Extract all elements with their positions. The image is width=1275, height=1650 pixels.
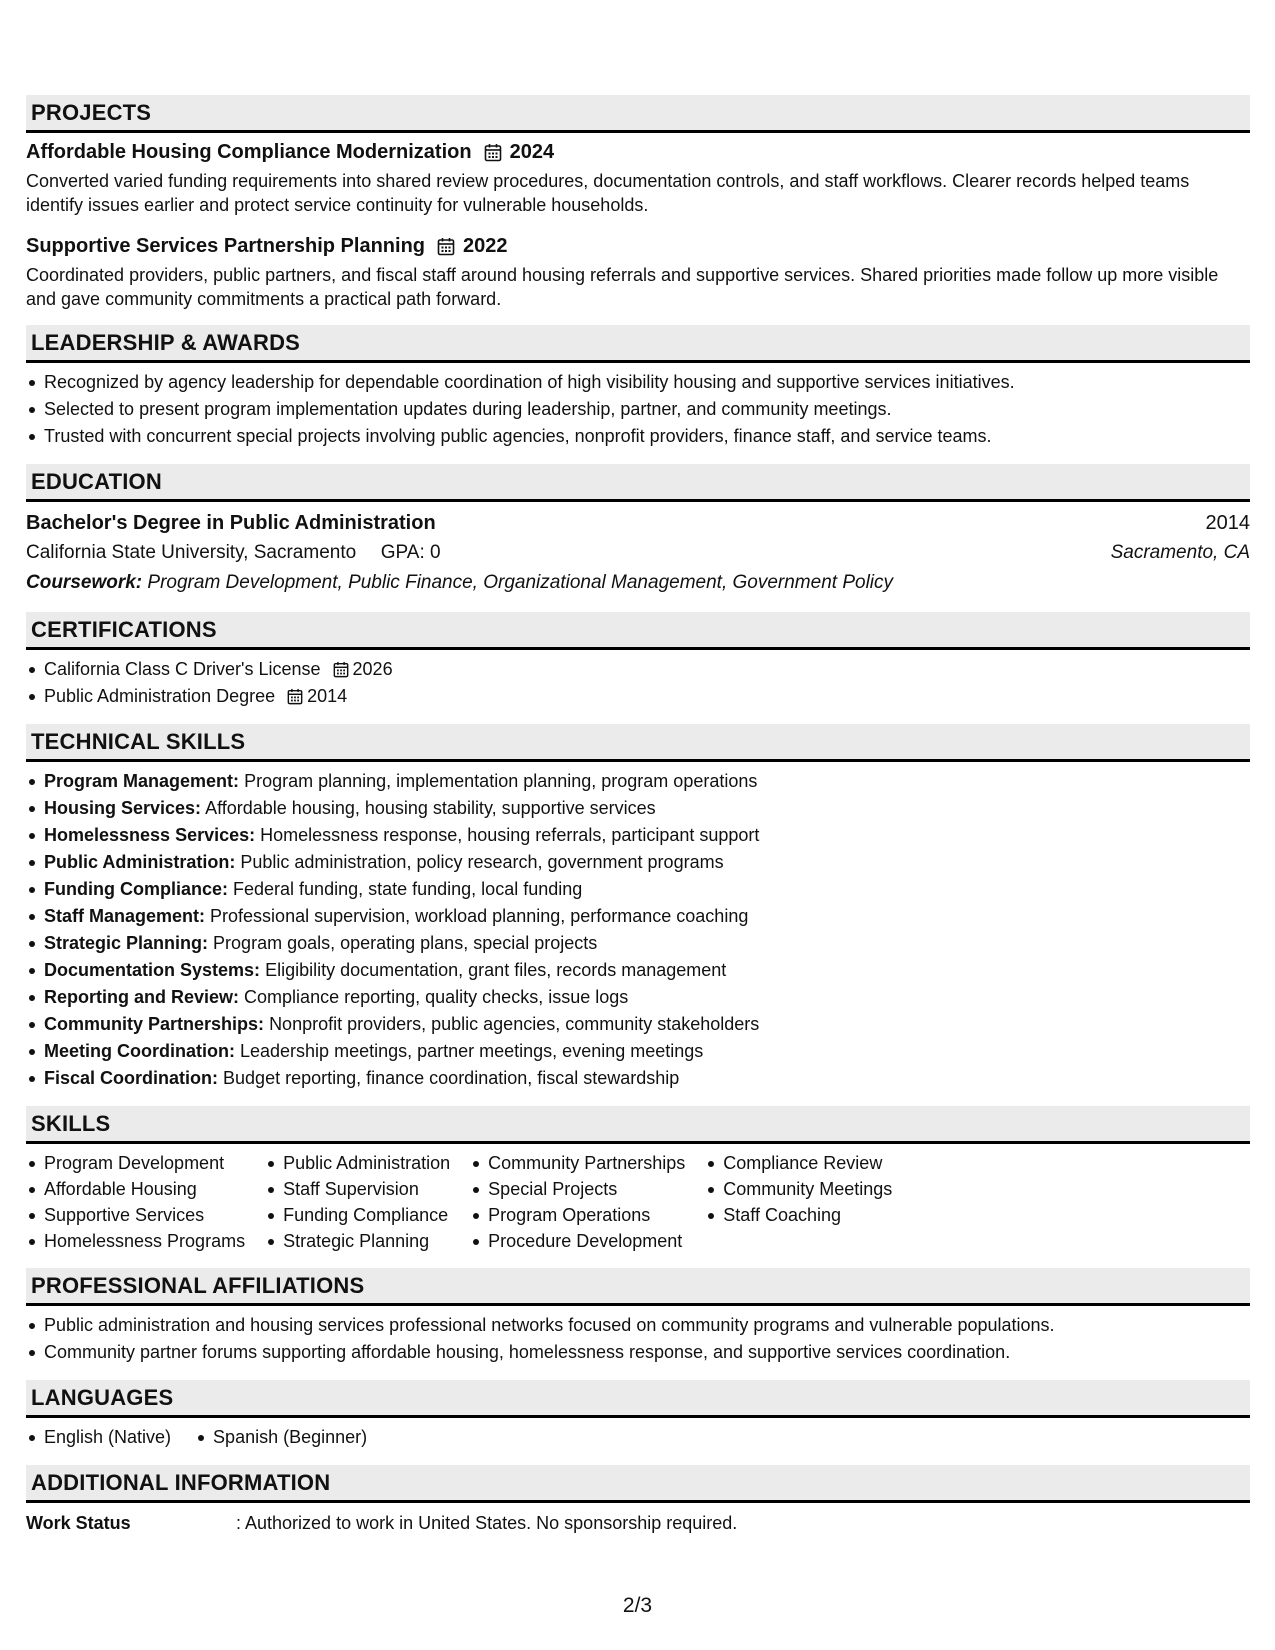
list-item: Selected to present program implementation updates during leadership, partner, and community meetings.: [26, 396, 1250, 423]
list-item: [26, 849, 1250, 876]
project-name: Supportive Services Partnership Planning: [26, 234, 426, 257]
list-item: Homelessness Programs: [26, 1228, 245, 1254]
skill-value: Program goals, operating plans, special projects: [213, 933, 598, 953]
project-description: Converted varied funding requirements into shared review procedures, documentation controls, and staff workflows. Clearer records helped teams identify issues earlier and protect service continuity for vulnerable households.: [26, 171, 1190, 215]
list-item: [26, 656, 1250, 683]
skill-label: Funding Compliance:: [44, 879, 228, 899]
skill-label: Meeting Coordination:: [44, 1041, 235, 1061]
education-gpa: GPA: 0: [380, 542, 441, 563]
affiliations-section: [26, 1268, 1250, 1366]
calendar-icon: [333, 661, 349, 678]
technical-skills-section: [26, 724, 1250, 1092]
project-description: Coordinated providers, public partners, and fiscal staff around housing referrals and supportive services. Shared priorities made follow up more visible and gave community commitments a practical path forward.: [26, 265, 1219, 309]
skills-column: [265, 1150, 450, 1254]
technical-skills-header: TECHNICAL SKILLS: [26, 724, 1250, 762]
list-item: Program Development: [26, 1150, 245, 1176]
list-item: Affordable Housing: [26, 1176, 245, 1202]
calendar-icon: [484, 143, 502, 162]
affiliations-header: PROFESSIONAL AFFILIATIONS: [26, 1268, 1250, 1306]
list-item: [26, 1011, 1250, 1038]
skill-value: Federal funding, state funding, local funding: [233, 879, 583, 899]
list-item: [26, 930, 1250, 957]
calendar-icon: [287, 688, 303, 705]
skill-value: Program planning, implementation planning, program operations: [244, 771, 758, 791]
coursework-label: Coursework:: [26, 572, 143, 593]
list-item: Spanish (Beginner): [195, 1424, 367, 1451]
skill-value: Compliance reporting, quality checks, issue logs: [244, 987, 629, 1007]
certifications-section: [26, 612, 1250, 710]
languages-header: LANGUAGES: [26, 1380, 1250, 1418]
list-item: Recognized by agency leadership for dependable coordination of high visibility housing and supportive services initiatives.: [26, 369, 1250, 396]
leadership-section: [26, 325, 1250, 450]
education-header: EDUCATION: [26, 464, 1250, 502]
leadership-header: LEADERSHIP & AWARDS: [26, 325, 1250, 363]
list-item: Community Partnerships: [470, 1150, 685, 1176]
list-item: [26, 903, 1250, 930]
skill-label: Homelessness Services:: [44, 825, 256, 845]
skills-column: [705, 1150, 892, 1254]
list-item: Special Projects: [470, 1176, 685, 1202]
skill-value: Leadership meetings, partner meetings, evening meetings: [240, 1041, 704, 1061]
list-item: [26, 957, 1250, 984]
certification-name: Public Administration Degree: [44, 686, 276, 706]
additional-info-section: [26, 1465, 1250, 1537]
skill-value: Budget reporting, finance coordination, fiscal stewardship: [223, 1068, 680, 1088]
list-item: [26, 795, 1250, 822]
list-item: [26, 822, 1250, 849]
list-item: Staff Coaching: [705, 1202, 892, 1228]
projects-header: PROJECTS: [26, 95, 1250, 133]
work-status-label: Work Status: [26, 1513, 131, 1533]
skill-value: Professional supervision, workload planning, performance coaching: [210, 906, 749, 926]
skill-label: Community Partnerships:: [44, 1014, 265, 1034]
list-item: Procedure Development: [470, 1228, 685, 1254]
coursework-list: Program Development, Public Finance, Organizational Management, Government Policy: [147, 572, 894, 593]
certification-name: California Class C Driver's License: [44, 659, 321, 679]
projects-section: [26, 95, 1250, 311]
certification-year: 2026: [352, 659, 393, 679]
list-item: Supportive Services: [26, 1202, 245, 1228]
list-item: [26, 984, 1250, 1011]
list-item: [26, 683, 1250, 710]
list-item: [26, 1038, 1250, 1065]
list-item: Staff Supervision: [265, 1176, 450, 1202]
list-item: Public administration and housing services professional networks focused on community programs and vulnerable populations.: [26, 1312, 1250, 1339]
skills-column: [26, 1150, 245, 1254]
calendar-icon: [437, 237, 455, 256]
project-item: [26, 231, 1250, 311]
work-status-value: : Authorized to work in United States. No sponsorship required.: [236, 1513, 738, 1533]
certifications-header: CERTIFICATIONS: [26, 612, 1250, 650]
skill-label: Housing Services:: [44, 798, 202, 818]
skill-label: Public Administration:: [44, 852, 236, 872]
list-item: Public Administration: [265, 1150, 450, 1176]
skill-label: Documentation Systems:: [44, 960, 261, 980]
skill-value: Nonprofit providers, public agencies, community stakeholders: [269, 1014, 760, 1034]
education-degree: Bachelor's Degree in Public Administration: [26, 512, 436, 534]
certification-year: 2014: [307, 686, 348, 706]
list-item: Strategic Planning: [265, 1228, 450, 1254]
list-item: [26, 876, 1250, 903]
list-item: English (Native): [26, 1424, 171, 1451]
skill-label: Reporting and Review:: [44, 987, 240, 1007]
project-year: 2022: [463, 234, 508, 257]
skills-header: SKILLS: [26, 1106, 1250, 1144]
skills-section: [26, 1106, 1250, 1254]
list-item: Compliance Review: [705, 1150, 892, 1176]
project-year: 2024: [509, 140, 555, 163]
list-item: [26, 1065, 1250, 1092]
skill-label: Program Management:: [44, 771, 240, 791]
page-number: 2/3: [622, 1594, 653, 1617]
skill-value: Homelessness response, housing referrals, participant support: [260, 825, 760, 845]
skill-value: Eligibility documentation, grant files, records management: [265, 960, 727, 980]
list-item: Community partner forums supporting affordable housing, homelessness response, and supportive services coordination.: [26, 1339, 1250, 1366]
list-item: Funding Compliance: [265, 1202, 450, 1228]
resume-page: [26, 95, 1250, 1551]
education-year: 2014: [1205, 512, 1250, 534]
skill-label: Strategic Planning:: [44, 933, 209, 953]
education-school: California State University, Sacramento: [26, 542, 357, 563]
list-item: Trusted with concurrent special projects involving public agencies, nonprofit providers, finance staff, and service teams.: [26, 423, 1250, 450]
additional-info-header: ADDITIONAL INFORMATION: [26, 1465, 1250, 1503]
project-item: [26, 137, 1250, 217]
skill-value: Public administration, policy research, government programs: [240, 852, 724, 872]
skill-label: Fiscal Coordination:: [44, 1068, 219, 1088]
skills-column: [470, 1150, 685, 1254]
list-item: Community Meetings: [705, 1176, 892, 1202]
skill-value: Affordable housing, housing stability, supportive services: [205, 798, 656, 818]
education-location: Sacramento, CA: [1110, 542, 1250, 563]
list-item: [26, 768, 1250, 795]
project-name: Affordable Housing Compliance Modernization: [26, 140, 472, 163]
education-section: [26, 464, 1250, 598]
list-item: Program Operations: [470, 1202, 685, 1228]
skill-label: Staff Management:: [44, 906, 206, 926]
languages-section: [26, 1380, 1250, 1451]
